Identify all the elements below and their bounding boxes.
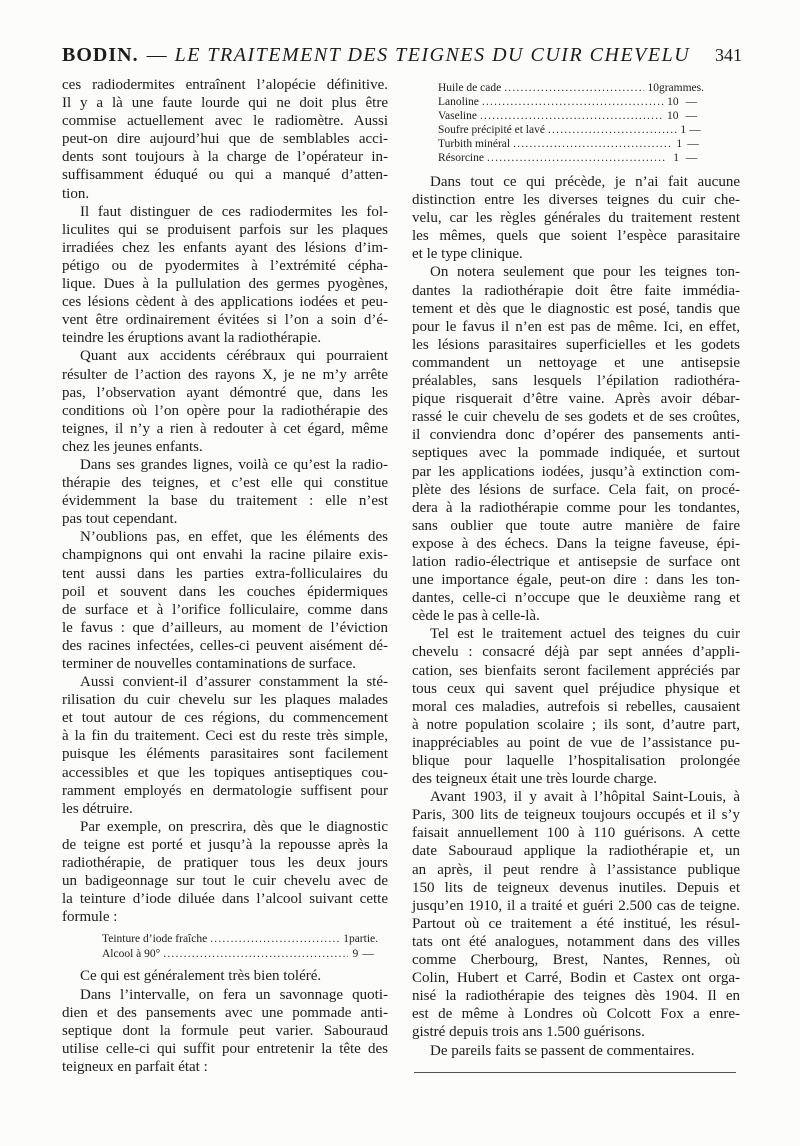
- ingredient-name: Lanoline: [438, 96, 479, 108]
- ingredient-unit: —: [687, 138, 699, 150]
- text-line: des racines infectées, celles-ci peuvent aisément dé-: [62, 637, 388, 654]
- text-line: préalables, sans lesquels l’épilation radiothéra-: [412, 373, 740, 390]
- text-line: nisé la radiothérapie des teignes dès 1904. Il en: [412, 988, 740, 1005]
- text-line: rilisation du cuir chevelu sur les plaques malades: [62, 692, 388, 709]
- text-line: De pareils faits se passent de commentaires.: [430, 1042, 695, 1059]
- left-column: [62, 76, 388, 1076]
- text-line: septiques avec la pommade indiquée, et surtout: [412, 445, 740, 462]
- paragraph: [412, 1042, 740, 1060]
- text-line: chez les jeunes enfants.: [62, 438, 203, 455]
- ingredient-name: Teinture d’iode fraîche: [102, 933, 208, 946]
- text-line: tement et dès que le diagnostic est posé, tandis que: [412, 300, 740, 317]
- text-line: N’oublions pas, en effet, que les éléments des: [80, 529, 388, 546]
- text-line: Partout où ce traitement a été institué, les résul-: [412, 915, 740, 932]
- text-line: est de même à Londres où Colcott Fox a enre-: [412, 1006, 740, 1023]
- text-line: il conviendra donc d’opérer des pansements anti-: [412, 427, 740, 444]
- text-line: commise actuellement avec le radiomètre. Aussi: [62, 113, 388, 130]
- text-line: poil et souvent dans les couches épidermiques: [62, 583, 388, 600]
- text-line: Il faut distinguer de ces radiodermites les fol-: [80, 203, 388, 220]
- text-line: blique pour laquelle l’hospitalisation prolongée: [412, 753, 740, 769]
- ingredient-name: Vaseline: [438, 110, 477, 122]
- formula-table: [438, 81, 704, 165]
- text-line: le favus : que d’ailleurs, au moment de l’éviction: [62, 619, 388, 636]
- leader-dots: [487, 151, 667, 165]
- text-line: dantes, celle-ci n’occupe que le deuxième rang et: [412, 590, 740, 607]
- text-line: cation, ses bienfaits seront facilement appréciés par: [412, 662, 740, 679]
- text-line: an après, il peut rendre à l’assistance publique: [412, 861, 740, 878]
- text-line: formule :: [62, 909, 118, 926]
- text-line: septique dont la formule peut varier. Sabouraud: [62, 1022, 388, 1039]
- text-line: tous ceux qui savent quel préjudice physique et: [412, 680, 740, 697]
- text-line: terminer de nouvelles contaminations de surface.: [62, 656, 357, 672]
- ingredient-unit: —: [685, 96, 698, 108]
- text-line: dantes la radiothérapie doit être faite immédia-: [412, 282, 740, 299]
- text-line: Il y a là une faute lourde qui ne doit plus être: [62, 95, 388, 112]
- text-line: ces lésions cèdent à des applications iodées et peu-: [62, 294, 388, 311]
- text-line: commandent un nettoyage et une antisepsie: [412, 354, 740, 371]
- text-line: expose à des échecs. Dans la teigne faveuse, épi-: [412, 535, 740, 552]
- ingredient-quantity: 10: [666, 110, 679, 122]
- paragraph: [412, 263, 740, 625]
- leader-dots: [513, 137, 671, 151]
- text-line: plète des lésions de surface. Cela fait, on procé-: [412, 481, 740, 498]
- paragraph: [412, 788, 740, 1041]
- text-line: chevelu : consacré déjà par sept années d’appli-: [412, 644, 740, 661]
- ingredient-name: Turbith minéral: [438, 138, 511, 150]
- footer-rule: [414, 1072, 736, 1073]
- ingredient-unit: —: [685, 152, 698, 164]
- paragraph: [62, 347, 388, 456]
- ingredient-unit: —: [362, 948, 374, 961]
- ingredient-name: Soufre précipité et lavé: [438, 124, 545, 136]
- text-line: ramment employés en dermatologie suffisent pour: [62, 782, 388, 799]
- title-separator: —: [146, 44, 167, 66]
- paragraph: [62, 76, 388, 203]
- formula-row: [438, 151, 704, 165]
- leader-dots: [548, 123, 677, 137]
- ingredient-unit: —: [685, 110, 697, 122]
- ingredient-unit: grammes.: [658, 82, 704, 94]
- text-line: une importance égale, peut-on dire : dans les ton-: [412, 572, 740, 589]
- formula-row: [438, 123, 704, 137]
- text-line: un badigeonnage sur tout le cuir chevelu avec de: [62, 873, 388, 890]
- paragraph: [412, 173, 740, 263]
- ingredient-quantity: 1: [343, 933, 349, 946]
- ingredient-unit: —: [689, 124, 701, 136]
- text-line: suffisamment éduqué ou qui a manqué d’atten-: [62, 167, 388, 184]
- text-line: 150 lits de teigneux devenus inutiles. Depuis et: [412, 879, 740, 896]
- text-line: des teigneux était une très lourde charge.: [412, 771, 658, 788]
- text-line: évidemment la base du traitement : elle n’est: [62, 493, 388, 510]
- text-line: rassé le cuir chevelu de ses godets et de ses croûtes,: [412, 409, 740, 426]
- text-line: pas, l’observation ayant démontré que, dans les: [62, 384, 388, 401]
- text-line: les lésions parasitaires superficielles et les godets: [412, 336, 740, 353]
- text-line: moral ces maladies, autrefois si rebelles, causaient: [412, 698, 740, 715]
- running-title: LE TRAITEMENT DES TEIGNES DU CUIR CHEVELU: [174, 44, 691, 66]
- paragraph: [62, 967, 388, 985]
- text-line: pour le favus il n’en est pas de même. Ici, en effet,: [412, 318, 740, 335]
- paragraph: [62, 528, 388, 673]
- ingredient-quantity: 1: [673, 152, 680, 164]
- leader-dots: [163, 947, 348, 962]
- text-line: Tel est le traitement actuel des teignes du cuir: [430, 626, 740, 643]
- text-line: Ce qui est généralement très bien toléré.: [80, 968, 322, 985]
- author-name: BODIN.: [62, 44, 139, 66]
- text-line: inappréciables au point de vue de l’assistance pu-: [412, 734, 740, 751]
- text-line: gistré depuis trois ans 1.500 guérisons.: [412, 1024, 645, 1041]
- text-line: champignons qui ont envahi la racine pilaire exis-: [62, 547, 388, 564]
- ingredient-quantity: 1: [676, 138, 683, 150]
- page-number: 341: [715, 45, 742, 65]
- ingredient-name: Huile de cade: [438, 82, 502, 94]
- text-line: de surface et à l’orifice folliculaire, comme dans: [62, 601, 388, 618]
- text-line: à la fin du traitement. Ceci est du reste très simple,: [62, 728, 388, 745]
- ingredient-quantity: 1: [680, 124, 687, 136]
- text-line: Aussi convient-il d’assurer constamment la sté-: [80, 674, 388, 691]
- text-line: faisait annuellement 100 à 110 guérisons. A cette: [412, 825, 740, 842]
- text-line: cède le pas à celle-là.: [412, 608, 540, 625]
- ingredient-name: Résorcine: [438, 152, 484, 164]
- text-line: dera à la radiothérapie comme pour les tondantes,: [412, 499, 740, 516]
- formula-row: [438, 109, 704, 123]
- text-line: les mêmes, quels que soient l’espèce parasitaire: [412, 228, 740, 245]
- text-line: comme Cherbourg, Brest, Nantes, Rennes, où: [412, 952, 740, 969]
- text-line: tats ont été analogues, notamment dans des villes: [412, 933, 740, 950]
- paragraph: [62, 456, 388, 528]
- text-line: puisque les éléments parasitaires sont facilement: [62, 746, 388, 763]
- text-line: par les applications iodées, jusqu’à extinction com-: [412, 463, 740, 480]
- leader-dots: [482, 95, 664, 109]
- text-line: tion.: [62, 185, 90, 202]
- text-line: velu, car les règles générales du traitement restent: [412, 210, 740, 227]
- ingredient-name: Alcool à 90°: [102, 948, 161, 961]
- leader-dots: [210, 932, 340, 947]
- text-line: distinction entre les diverses teignes du cuir che-: [412, 192, 740, 209]
- text-line: radiothérapie, de pratiquer tous les deux jours: [62, 855, 388, 872]
- text-line: Avant 1903, il y avait à l’hôpital Saint-Louis, à: [430, 789, 740, 806]
- text-line: la teinture d’iode diluée dans l’alcool suivant cette: [62, 891, 388, 908]
- text-line: Quant aux accidents cérébraux qui pourraient: [80, 348, 388, 365]
- leader-dots: [504, 81, 644, 95]
- formula-row: [438, 95, 704, 109]
- formula-row: [438, 137, 704, 151]
- text-line: pique risquerait d’être vaine. Après avoir débar-: [412, 391, 740, 408]
- ingredient-quantity: 9: [352, 948, 359, 961]
- text-line: teindre les éruptions avant la radiothérapie.: [62, 330, 322, 347]
- text-line: irradiées chez les enfants ayant des lésions d’im-: [62, 239, 388, 256]
- text-line: lation radio-électrique et antisepsie de surface ont: [412, 553, 740, 570]
- text-line: teigneux en parfait état :: [62, 1058, 208, 1075]
- text-line: Colin, Hubert et Carré, Bodin et Castex ont orga-: [412, 970, 740, 987]
- text-line: lique. Dues à la pullulation des germes pyogènes,: [62, 276, 388, 293]
- text-line: résulter de l’action des rayons X, je ne m’y arrête: [62, 366, 388, 383]
- paragraph: [412, 625, 740, 788]
- right-column: [412, 81, 740, 1060]
- paragraph: [62, 673, 388, 818]
- text-line: Dans tout ce qui précède, je n’ai fait aucune: [430, 174, 740, 190]
- text-line: vent être ordinairement évitées si l’on a soin d’é-: [62, 312, 388, 329]
- text-line: pétigo ou de pyodermites à l’extrémité cépha-: [62, 257, 388, 274]
- text-line: utilise celle-ci qui suffit pour entretenir la tête des: [62, 1040, 388, 1057]
- text-line: dien et des pansements avec une pommade anti-: [62, 1004, 388, 1021]
- text-line: Par exemple, on prescrira, dès que le diagnostic: [80, 818, 388, 835]
- text-line: Dans ses grandes lignes, voilà ce qu’est la radio-: [80, 456, 388, 473]
- text-line: et tout autour de ces régions, du commencement: [62, 710, 388, 727]
- paragraph: [62, 986, 388, 1076]
- ingredient-quantity: 10: [667, 96, 679, 108]
- text-line: thérapie des teignes, et c’est elle qui constitue: [62, 475, 388, 492]
- leader-dots: [480, 109, 664, 123]
- text-line: les détruire.: [62, 800, 133, 817]
- text-line: accessibles et que les topiques antiseptiques cou-: [62, 764, 388, 781]
- text-line: et le type clinique.: [412, 246, 523, 263]
- text-line: liculites qui se produisent parfois sur les plaques: [62, 221, 388, 238]
- text-line: peut-on dire aujourd’hui que de semblables acci-: [62, 131, 388, 148]
- formula-row: [102, 932, 378, 947]
- text-line: sans oublier que toute autre manière de faire: [412, 517, 740, 534]
- paragraph: [62, 818, 388, 927]
- paragraph: [62, 203, 388, 348]
- text-line: jusqu’en 1910, il a traité et guéri 2.500 cas de teigne.: [412, 897, 740, 914]
- formula-row: [102, 947, 378, 962]
- ingredient-unit: partie.: [348, 933, 378, 946]
- text-line: ces radiodermites entraînent l’alopécie définitive.: [62, 77, 388, 93]
- text-line: tent aussi dans les parties extra-folliculaires du: [62, 565, 388, 582]
- formula-row: [438, 81, 704, 95]
- text-line: date Sabouraud applique la radiothérapie et, un: [412, 843, 740, 860]
- running-header: [62, 42, 742, 68]
- formula-table: [102, 932, 378, 962]
- text-line: de teigne est porté et jusqu’à la repousse après la: [62, 836, 388, 853]
- text-line: pas tout cependant.: [62, 511, 178, 528]
- text-line: Paris, 300 lits de teigneux toujours occupés et il s’y: [412, 807, 740, 824]
- text-line: teignes, il n’y a rien à redouter à cet égard, même: [62, 420, 388, 437]
- text-line: à notre population scolaire ; ils sont, d’autre part,: [412, 716, 740, 733]
- ingredient-quantity: 10: [647, 82, 659, 94]
- text-line: conditions où l’on opère pour la radiothérapie des: [62, 402, 388, 419]
- text-line: On notera seulement que pour les teignes ton-: [430, 264, 740, 281]
- text-line: dents sont toujours à la charge de l’opérateur in-: [62, 149, 388, 166]
- text-line: Dans l’intervalle, on fera un savonnage quoti-: [80, 986, 388, 1003]
